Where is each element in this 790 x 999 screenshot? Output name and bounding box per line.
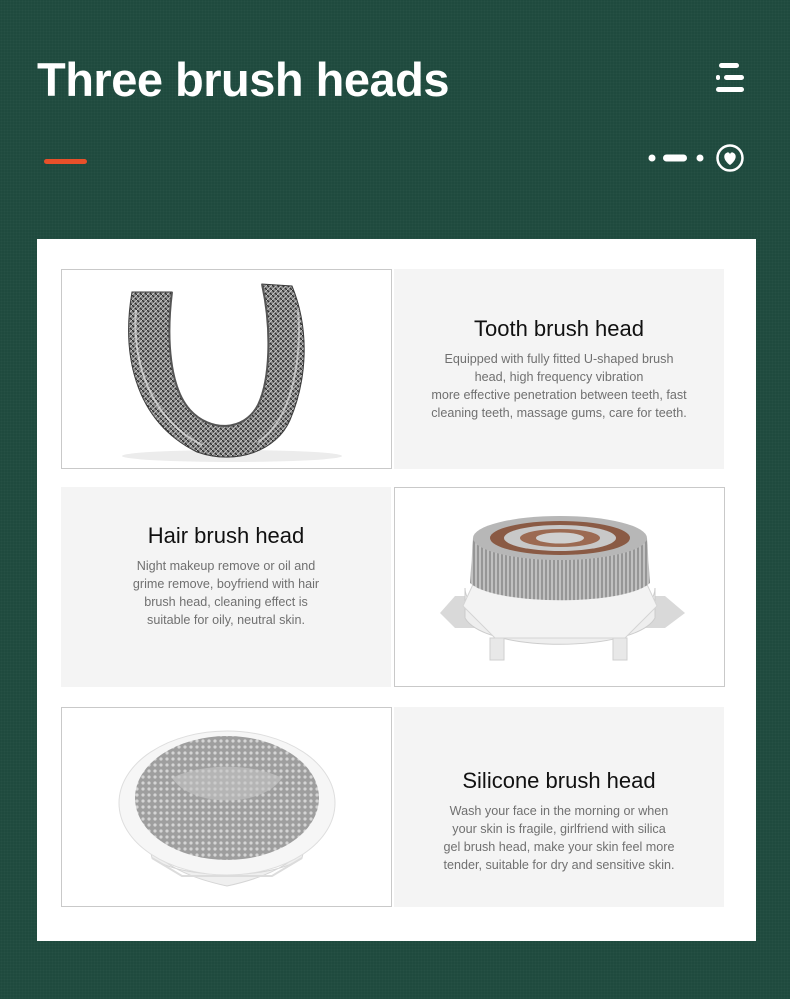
item-description-line: suitable for oily, neutral skin. — [147, 613, 305, 627]
item-description-line: Equipped with fully fitted U-shaped brush — [444, 352, 674, 366]
item-description-line: Night makeup remove or oil and — [136, 559, 316, 573]
item-description-line: gel brush head, make your skin feel more — [443, 840, 675, 854]
hair-brush-text — [61, 487, 391, 687]
brush-row-silicone — [61, 707, 724, 909]
brush-row-hair — [61, 487, 724, 689]
item-description-line: head, high frequency vibration — [474, 370, 644, 384]
title-accent-bar — [44, 159, 87, 164]
item-description-line: tender, suitable for dry and sensitive skin. — [443, 858, 675, 872]
item-description-line: Wash your face in the morning or when — [449, 804, 669, 818]
item-description-line: brush head, cleaning effect is — [144, 595, 308, 609]
content-panel — [37, 239, 756, 941]
brush-row-tooth — [61, 269, 724, 471]
item-title: Tooth brush head — [473, 316, 645, 341]
pager-dot — [697, 155, 704, 162]
menu-icon[interactable] — [715, 62, 745, 94]
silicone-brush-text — [394, 707, 724, 907]
item-description-line: your skin is fragile, girlfriend with silica — [452, 822, 666, 836]
item-description-line: more effective penetration between teeth, fast — [431, 388, 687, 402]
pager-dot — [649, 155, 656, 162]
item-description-line: cleaning teeth, massage gums, care for teeth. — [431, 406, 687, 420]
item-title: Hair brush head — [147, 523, 305, 548]
tooth-brush-head-image — [61, 269, 392, 469]
pager-indicator[interactable] — [647, 143, 747, 173]
item-description-line: grime remove, boyfriend with hair — [132, 577, 320, 591]
silicone-brush-head-image — [61, 707, 392, 907]
page-title: Three brush heads — [37, 53, 449, 106]
item-title: Silicone brush head — [462, 768, 656, 793]
pager-dot-active — [663, 155, 687, 162]
hair-brush-head-image — [394, 487, 725, 687]
tooth-brush-text — [394, 269, 724, 469]
